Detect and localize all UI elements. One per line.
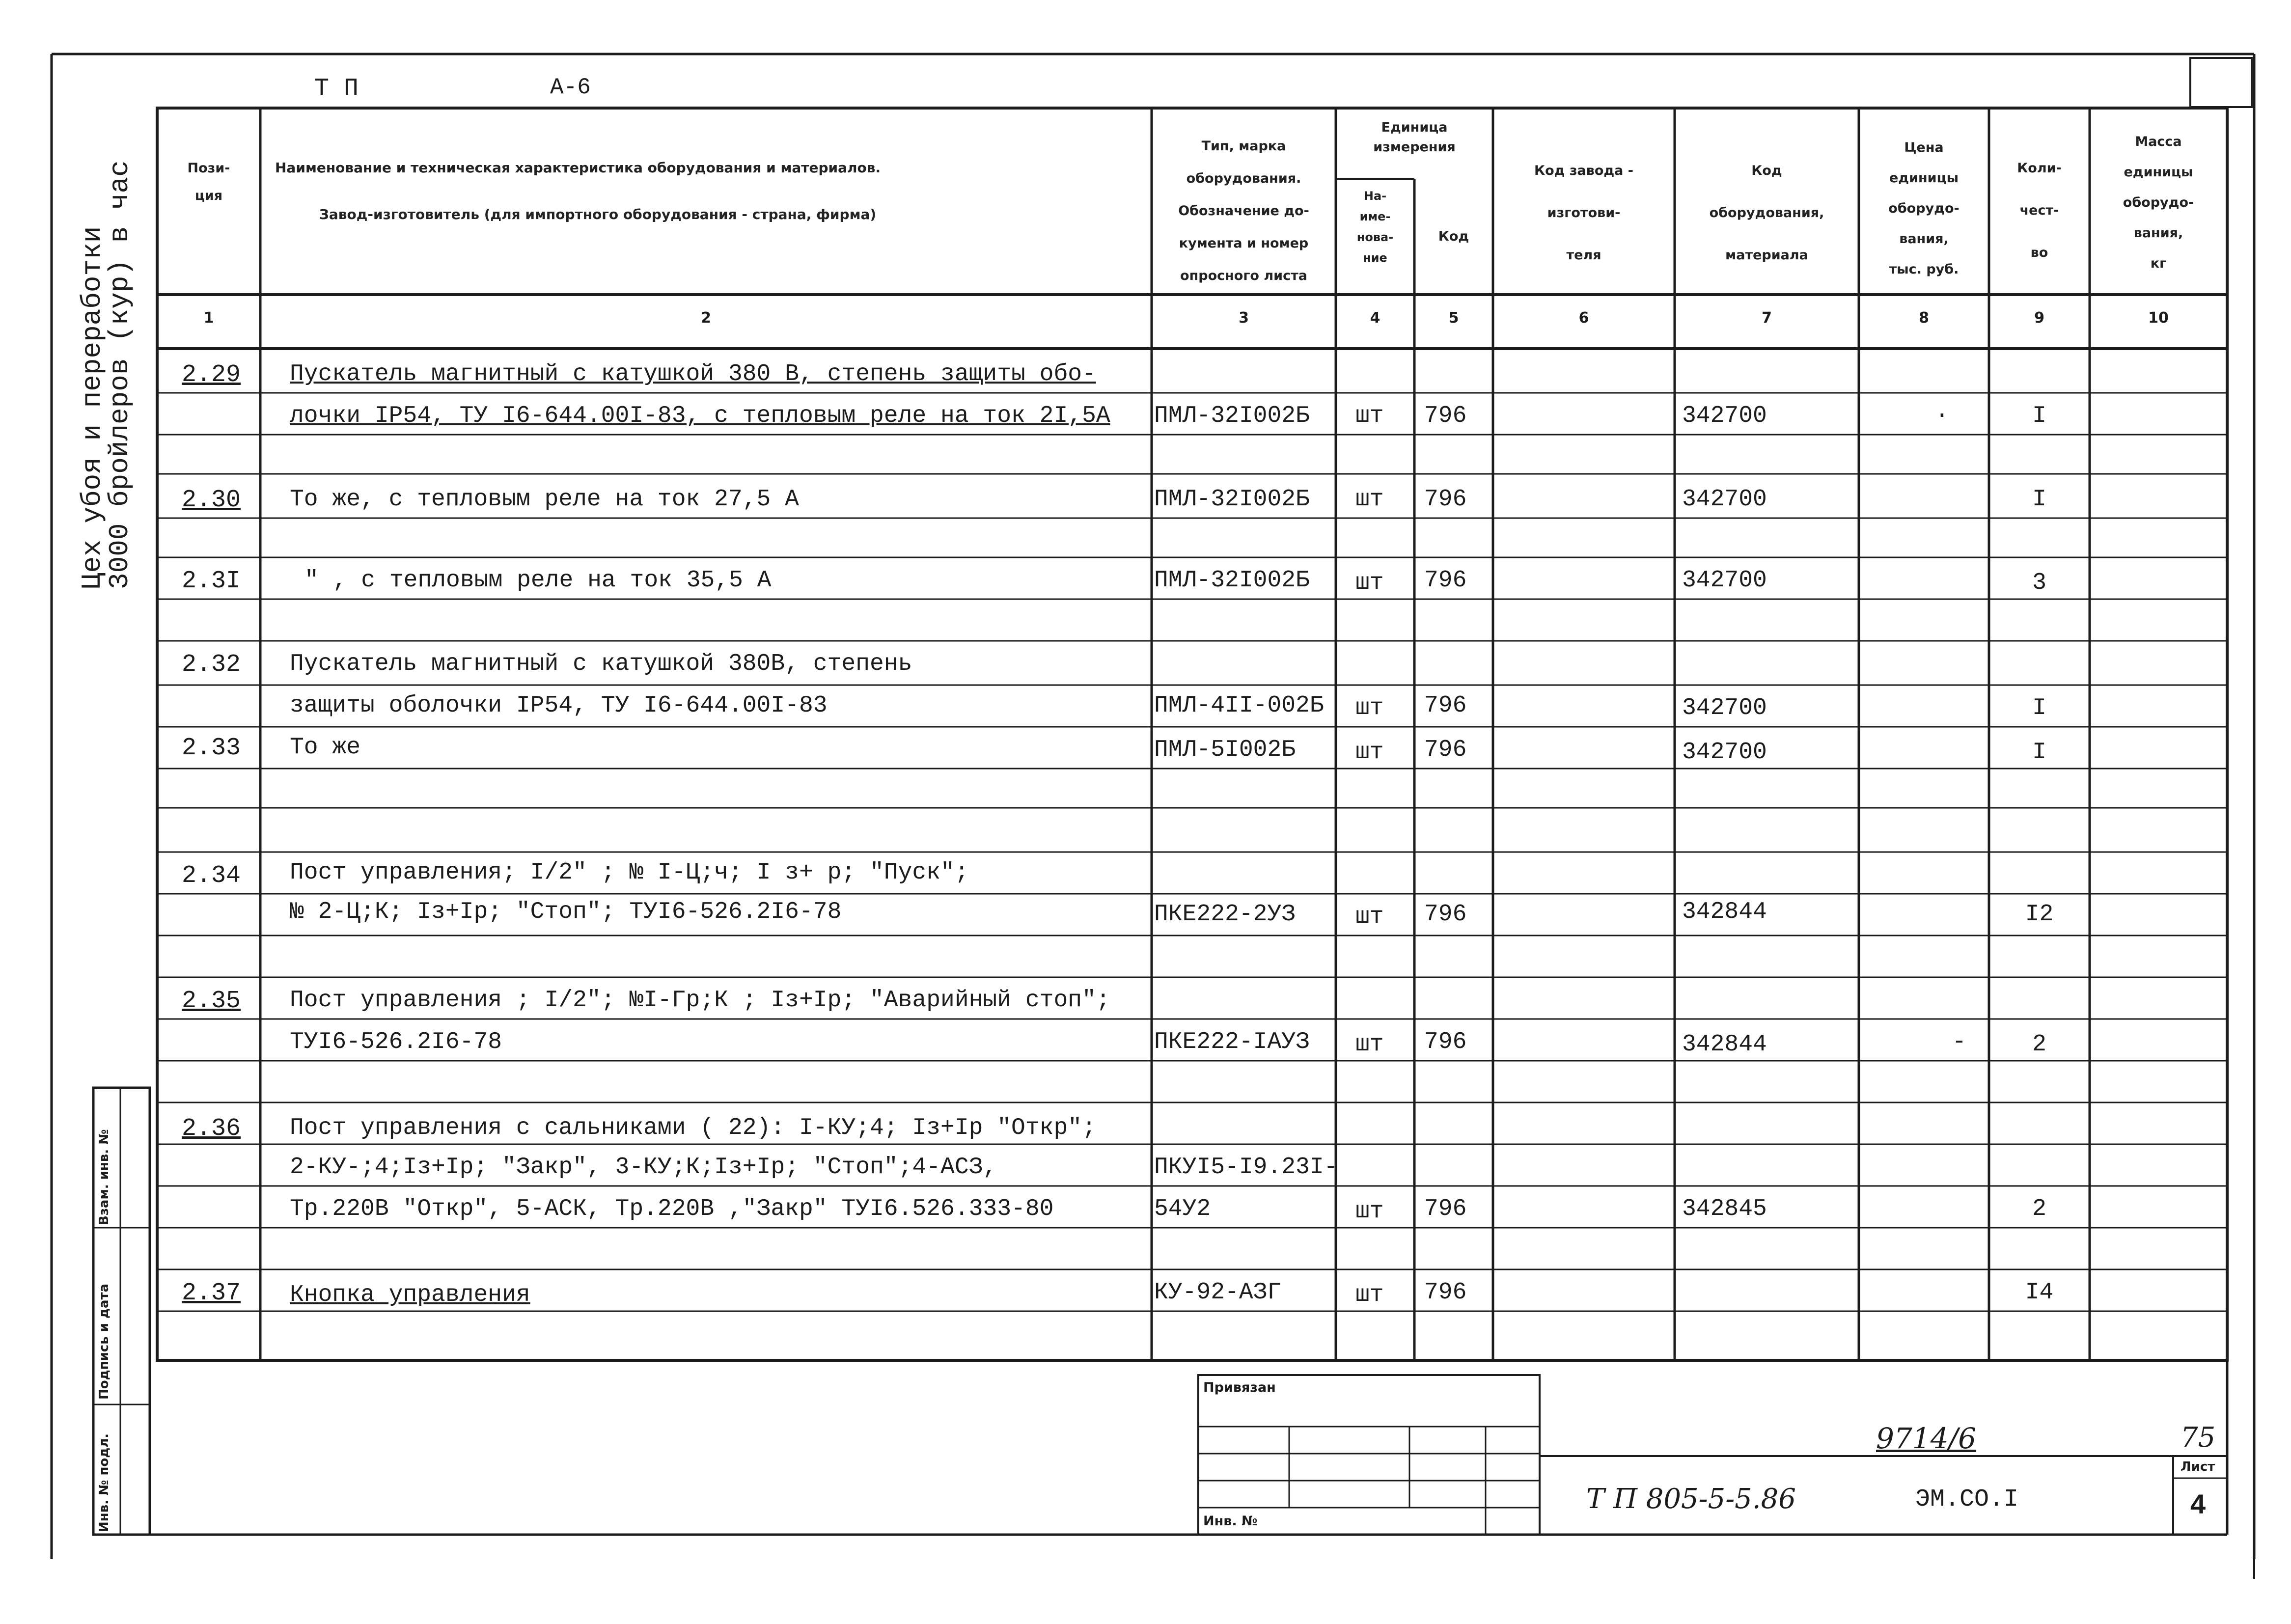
col-header-name-2: Завод-изготовитель (для импортного оборудования - страна, фирма) xyxy=(319,206,877,222)
row-description-line: То же xyxy=(290,734,361,761)
doc-code: Т П 805-5-5.86 xyxy=(1586,1483,1796,1515)
handwritten-number: 9714/6 xyxy=(1876,1422,1977,1455)
row-qty: 2 xyxy=(2032,1031,2046,1058)
row-position: 2.30 xyxy=(182,486,241,514)
row-description-line: Пускатель магнитный с катушкой 380В, степень xyxy=(290,651,912,677)
row-description-line: Пост управления ; I/2"; №I-Гр;К ; Iз+Iр; "Аварийный стоп"; xyxy=(290,987,1110,1014)
row-type: ПМЛ-4II-002Б xyxy=(1154,692,1324,719)
row-type: ПКЕ222-IАУЗ xyxy=(1154,1029,1310,1055)
row-unit-code: 796 xyxy=(1424,1029,1467,1055)
stamp-label-sign-date: Подпись и дата xyxy=(97,1283,111,1400)
row-type: ПМЛ-32I002Б xyxy=(1154,403,1310,429)
row-unit-code: 796 xyxy=(1424,403,1467,429)
doc-mark: ЭМ.СО.I xyxy=(1915,1486,2019,1514)
row-position: 2.37 xyxy=(182,1279,241,1307)
album-label: А-6 xyxy=(550,75,591,100)
row-equipment-code: 342700 xyxy=(1682,567,1767,594)
row-type: 54У2 xyxy=(1154,1196,1211,1222)
row-type: ПКЕ222-2УЗ xyxy=(1154,901,1296,928)
row-unit: шт xyxy=(1355,1198,1384,1225)
side-title: Цех убоя и переработки 3000 бройлеров (кур) в час xyxy=(77,160,136,589)
col-number: 7 xyxy=(1762,309,1772,327)
row-unit-code: 796 xyxy=(1424,737,1467,763)
col-number: 1 xyxy=(203,309,214,327)
row-unit-code: 796 xyxy=(1424,1196,1467,1222)
row-qty: I xyxy=(2032,695,2046,721)
row-description-line: Пост управления; I/2" ; № I-Ц;ч; I з+ р; "Пуск"; xyxy=(290,859,969,886)
col-header-equipment-code: Код оборудования, материала xyxy=(1709,163,1824,263)
row-equipment-code: 342700 xyxy=(1682,486,1767,513)
row-unit-code: 796 xyxy=(1424,486,1467,513)
row-position: 2.3I xyxy=(182,567,241,595)
sheet-label: Лист xyxy=(2181,1459,2215,1474)
row-qty: 3 xyxy=(2032,570,2046,596)
stamp-inv-no: Инв. № xyxy=(1203,1514,1258,1529)
row-unit: шт xyxy=(1355,486,1384,513)
row-unit: шт xyxy=(1355,570,1384,596)
row-description-line: защиты оболочки IP54, ТУ I6-644.00I-83 xyxy=(290,692,828,719)
stamp-attached: Привязан xyxy=(1203,1380,1276,1395)
row-type: ПМЛ-5I002Б xyxy=(1154,737,1296,763)
row-description-line: Тр.220В "Откр", 5-АСК, Тр.220В ,"Закр" ТУI6.526.333-80 xyxy=(290,1196,1054,1222)
row-description-line: То же, с тепловым реле на ток 27,5 А xyxy=(290,486,799,513)
row-type: ПМЛ-32I002Б xyxy=(1154,567,1310,594)
row-position: 2.36 xyxy=(182,1115,241,1143)
col-number: 5 xyxy=(1448,309,1459,327)
row-unit: шт xyxy=(1355,1031,1384,1058)
row-equipment-code: 342844 xyxy=(1682,899,1767,925)
row-description-line: Пускатель магнитный с катушкой 380 В, степень защиты обо- xyxy=(290,361,1096,387)
row-unit: шт xyxy=(1355,403,1384,429)
row-equipment-code: 342700 xyxy=(1682,739,1767,766)
col-header-unit-code: Код xyxy=(1438,229,1469,244)
row-unit: шт xyxy=(1355,904,1384,930)
col-number: 2 xyxy=(701,309,711,327)
row-description-line: " , с тепловым реле на ток 35,5 А xyxy=(304,567,772,594)
row-equipment-code: 342844 xyxy=(1682,1031,1767,1058)
col-number: 4 xyxy=(1370,309,1380,327)
row-description-line: 2-КУ-;4;Iз+Iр; "Закр", 3-КУ;К;Iз+Iр; "Стоп";4-АСЗ, xyxy=(290,1154,997,1181)
row-unit-code: 796 xyxy=(1424,1279,1467,1306)
col-number: 10 xyxy=(2148,309,2169,327)
row-equipment-code: 342700 xyxy=(1682,403,1767,429)
row-position: 2.35 xyxy=(182,987,241,1015)
row-qty: I xyxy=(2032,403,2046,429)
row-equipment-code: 342700 xyxy=(1682,695,1767,721)
col-header-factory-code: Код завода - изготови- теля xyxy=(1534,163,1633,263)
col-header-mass: Масса единицы оборудо- вания, кг xyxy=(2123,134,2194,271)
row-qty: I xyxy=(2032,486,2046,513)
sheet-number: 4 xyxy=(2190,1488,2206,1519)
row-description-line: № 2-Ц;К; Iз+Iр; "Стоп"; ТУI6-526.2I6-78 xyxy=(290,899,842,925)
row-unit-code: 796 xyxy=(1424,901,1467,928)
col-header-type: Тип, марка оборудования. Обозначение до- кумента и номер опросного листа xyxy=(1178,138,1309,283)
row-position: 2.34 xyxy=(182,862,241,890)
row-unit-code: 796 xyxy=(1424,567,1467,594)
col-header-qty: Коли- чест- во xyxy=(2017,161,2062,260)
row-position: 2.33 xyxy=(182,734,241,762)
col-header-name-1: Наименование и техническая характеристика оборудования и материалов. xyxy=(275,160,881,176)
row-unit: шт xyxy=(1355,695,1384,721)
series-label: Т П xyxy=(314,75,359,103)
row-qty: 2 xyxy=(2032,1196,2046,1222)
row-position: 2.32 xyxy=(182,651,241,679)
col-number: 8 xyxy=(1919,309,1929,327)
col-number: 3 xyxy=(1239,309,1249,327)
stamp-label-inv-orig: Инв. № подл. xyxy=(97,1433,111,1532)
stamp-label-replace: Взам. инв. № xyxy=(97,1129,111,1225)
col-number: 9 xyxy=(2034,309,2044,327)
row-description-line: ТУI6-526.2I6-78 xyxy=(290,1029,502,1055)
page-total: 75 xyxy=(2181,1422,2216,1454)
row-position: 2.29 xyxy=(182,361,241,389)
row-price: . xyxy=(1935,398,1949,424)
col-number: 6 xyxy=(1578,309,1589,327)
col-header-price: Цена единицы оборудо- вания, тыс. руб. xyxy=(1888,140,1960,277)
row-unit-code: 796 xyxy=(1424,692,1467,719)
col-header-unit-group: Единица измерения xyxy=(1373,120,1456,155)
row-qty: I4 xyxy=(2025,1279,2054,1306)
row-description-line: Кнопка управления xyxy=(290,1282,530,1308)
row-type: ПКУI5-I9.23I- xyxy=(1154,1154,1338,1181)
col-header-position: Пози- ция xyxy=(187,161,230,203)
row-equipment-code: 342845 xyxy=(1682,1196,1767,1222)
row-description-line: Пост управления с сальниками ( 22): I-КУ;4; Iз+Iр "Откр"; xyxy=(290,1115,1096,1141)
row-type: КУ-92-АЗГ xyxy=(1154,1279,1282,1306)
row-description-line: лочки IP54, ТУ I6-644.00I-83, с тепловым реле на ток 2I,5A xyxy=(290,403,1110,429)
row-price: - xyxy=(1952,1029,1966,1055)
row-qty: I2 xyxy=(2025,901,2054,928)
row-qty: I xyxy=(2032,739,2046,766)
row-unit: шт xyxy=(1355,1282,1384,1308)
col-header-unit-name: На- име- нова- ние xyxy=(1356,189,1394,265)
row-type: ПМЛ-32I002Б xyxy=(1154,486,1310,513)
row-unit: шт xyxy=(1355,739,1384,766)
